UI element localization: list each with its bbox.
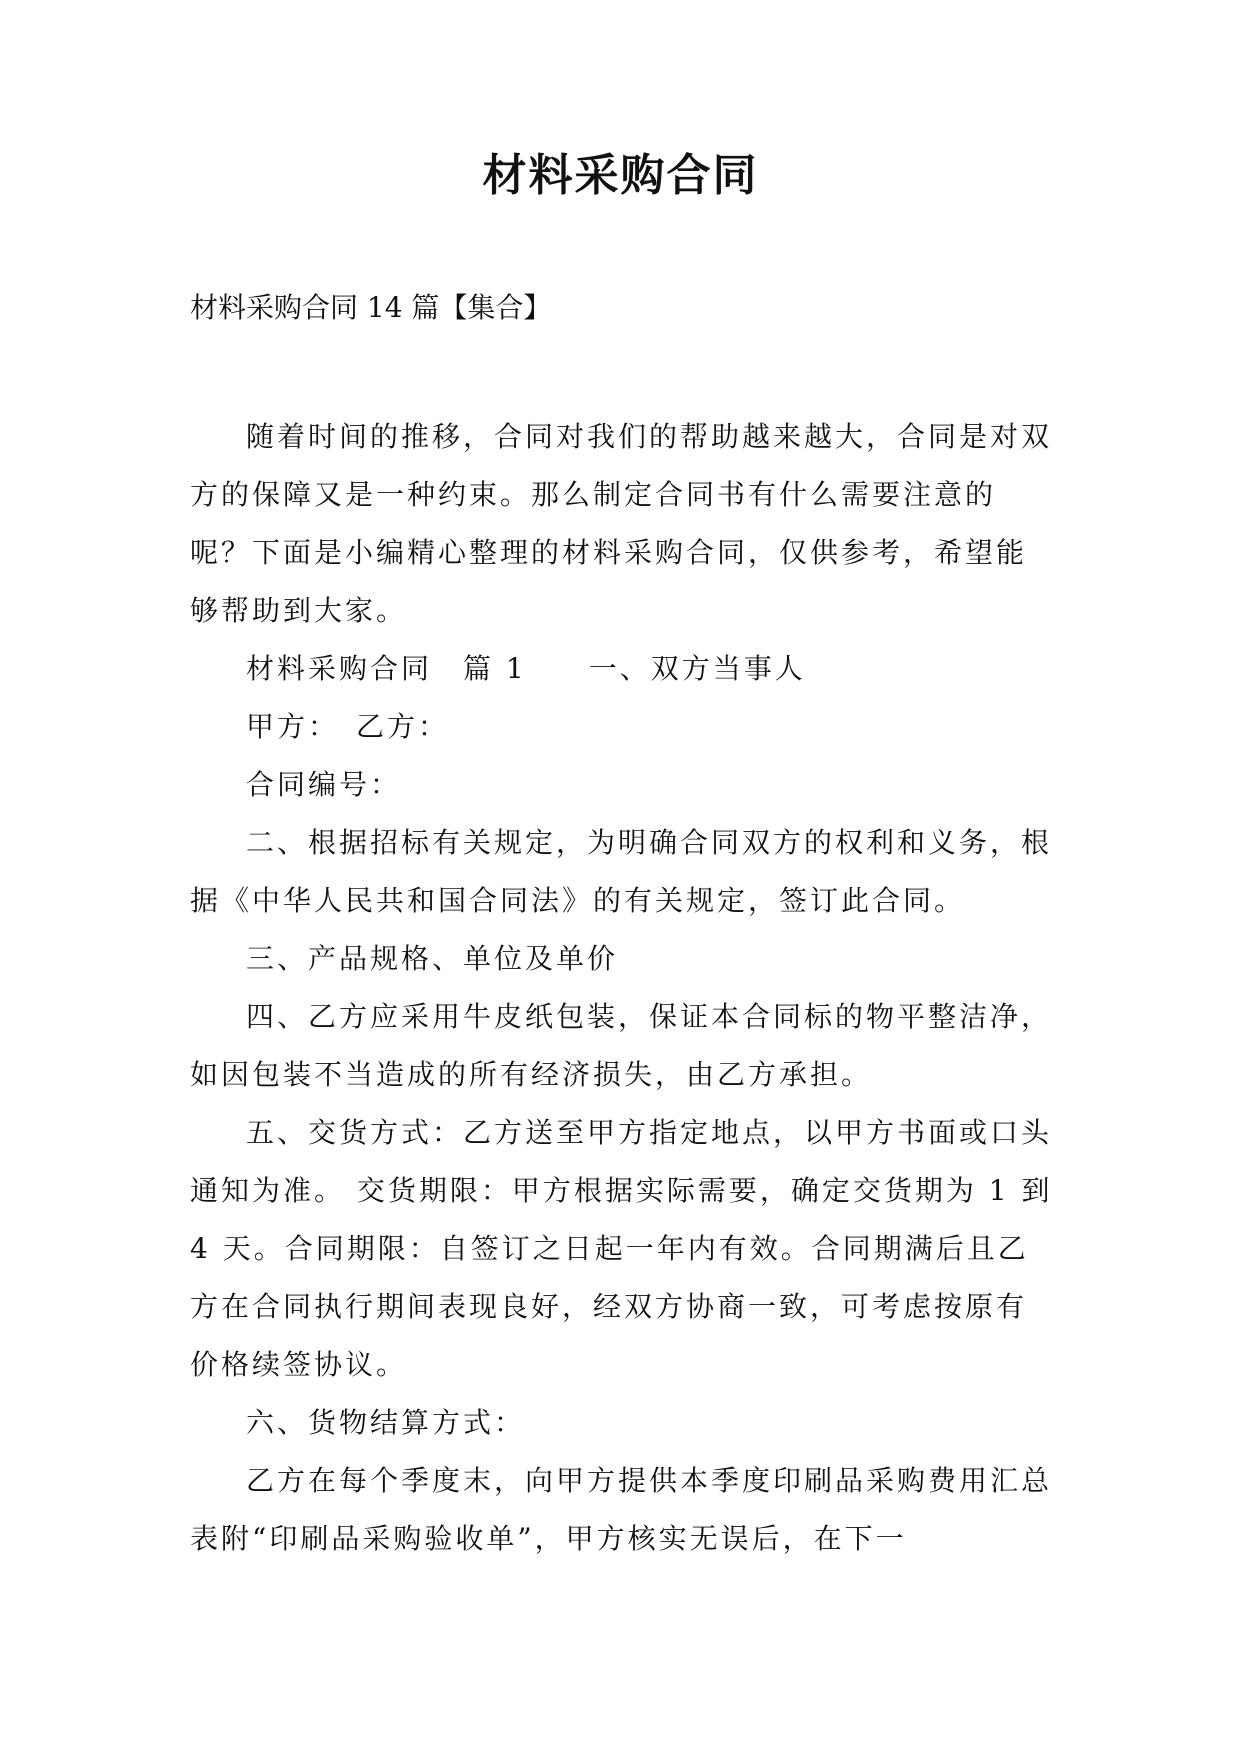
- paragraph-contract-number: 合同编号：: [246, 768, 402, 801]
- paragraph-parties: 甲方： 乙方：: [246, 710, 450, 743]
- document-title: 材料采购合同: [482, 150, 759, 201]
- document-body: [190, 408, 1055, 1568]
- paragraph-section-1-heading: 材料采购合同 篇 1 一、双方当事人: [246, 652, 806, 685]
- paragraph-clause-4: 四、乙方应采用牛皮纸包装，保证本合同标的物平整洁净，如因包装不当造成的所有经济损失，由乙方承担。: [190, 1000, 1053, 1091]
- document-subtitle: 材料采购合同 14 篇【集合】: [190, 291, 552, 324]
- paragraph-settlement: 乙方在每个季度末，向甲方提供本季度印刷品采购费用汇总表附“印刷品采购验收单”，甲方核实无误后，在下一: [190, 1464, 1053, 1555]
- paragraph-clause-2: 二、根据招标有关规定，为明确合同双方的权利和义务，根据《中华人民共和国合同法》的有关规定，签订此合同。: [190, 826, 1053, 917]
- paragraph-clause-3: 三、产品规格、单位及单价: [246, 942, 619, 975]
- paragraph-clause-5: 五、交货方式：乙方送至甲方指定地点，以甲方书面或口头通知为准。 交货期限：甲方根据实际需要，确定交货期为 1 到 4 天。合同期限：自签订之日起一年内有效。合同期满后且乙方在合同执行期间表现良好，经双方协商一致，可考虑按原有价格续签协议。: [190, 1116, 1053, 1381]
- paragraph-clause-6: 六、货物结算方式：: [246, 1406, 526, 1439]
- paragraph-intro: 随着时间的推移，合同对我们的帮助越来越大，合同是对双方的保障又是一种约束。那么制定合同书有什么需要注意的呢？下面是小编精心整理的材料采购合同，仅供参考，希望能够帮助到大家。: [190, 420, 1053, 627]
